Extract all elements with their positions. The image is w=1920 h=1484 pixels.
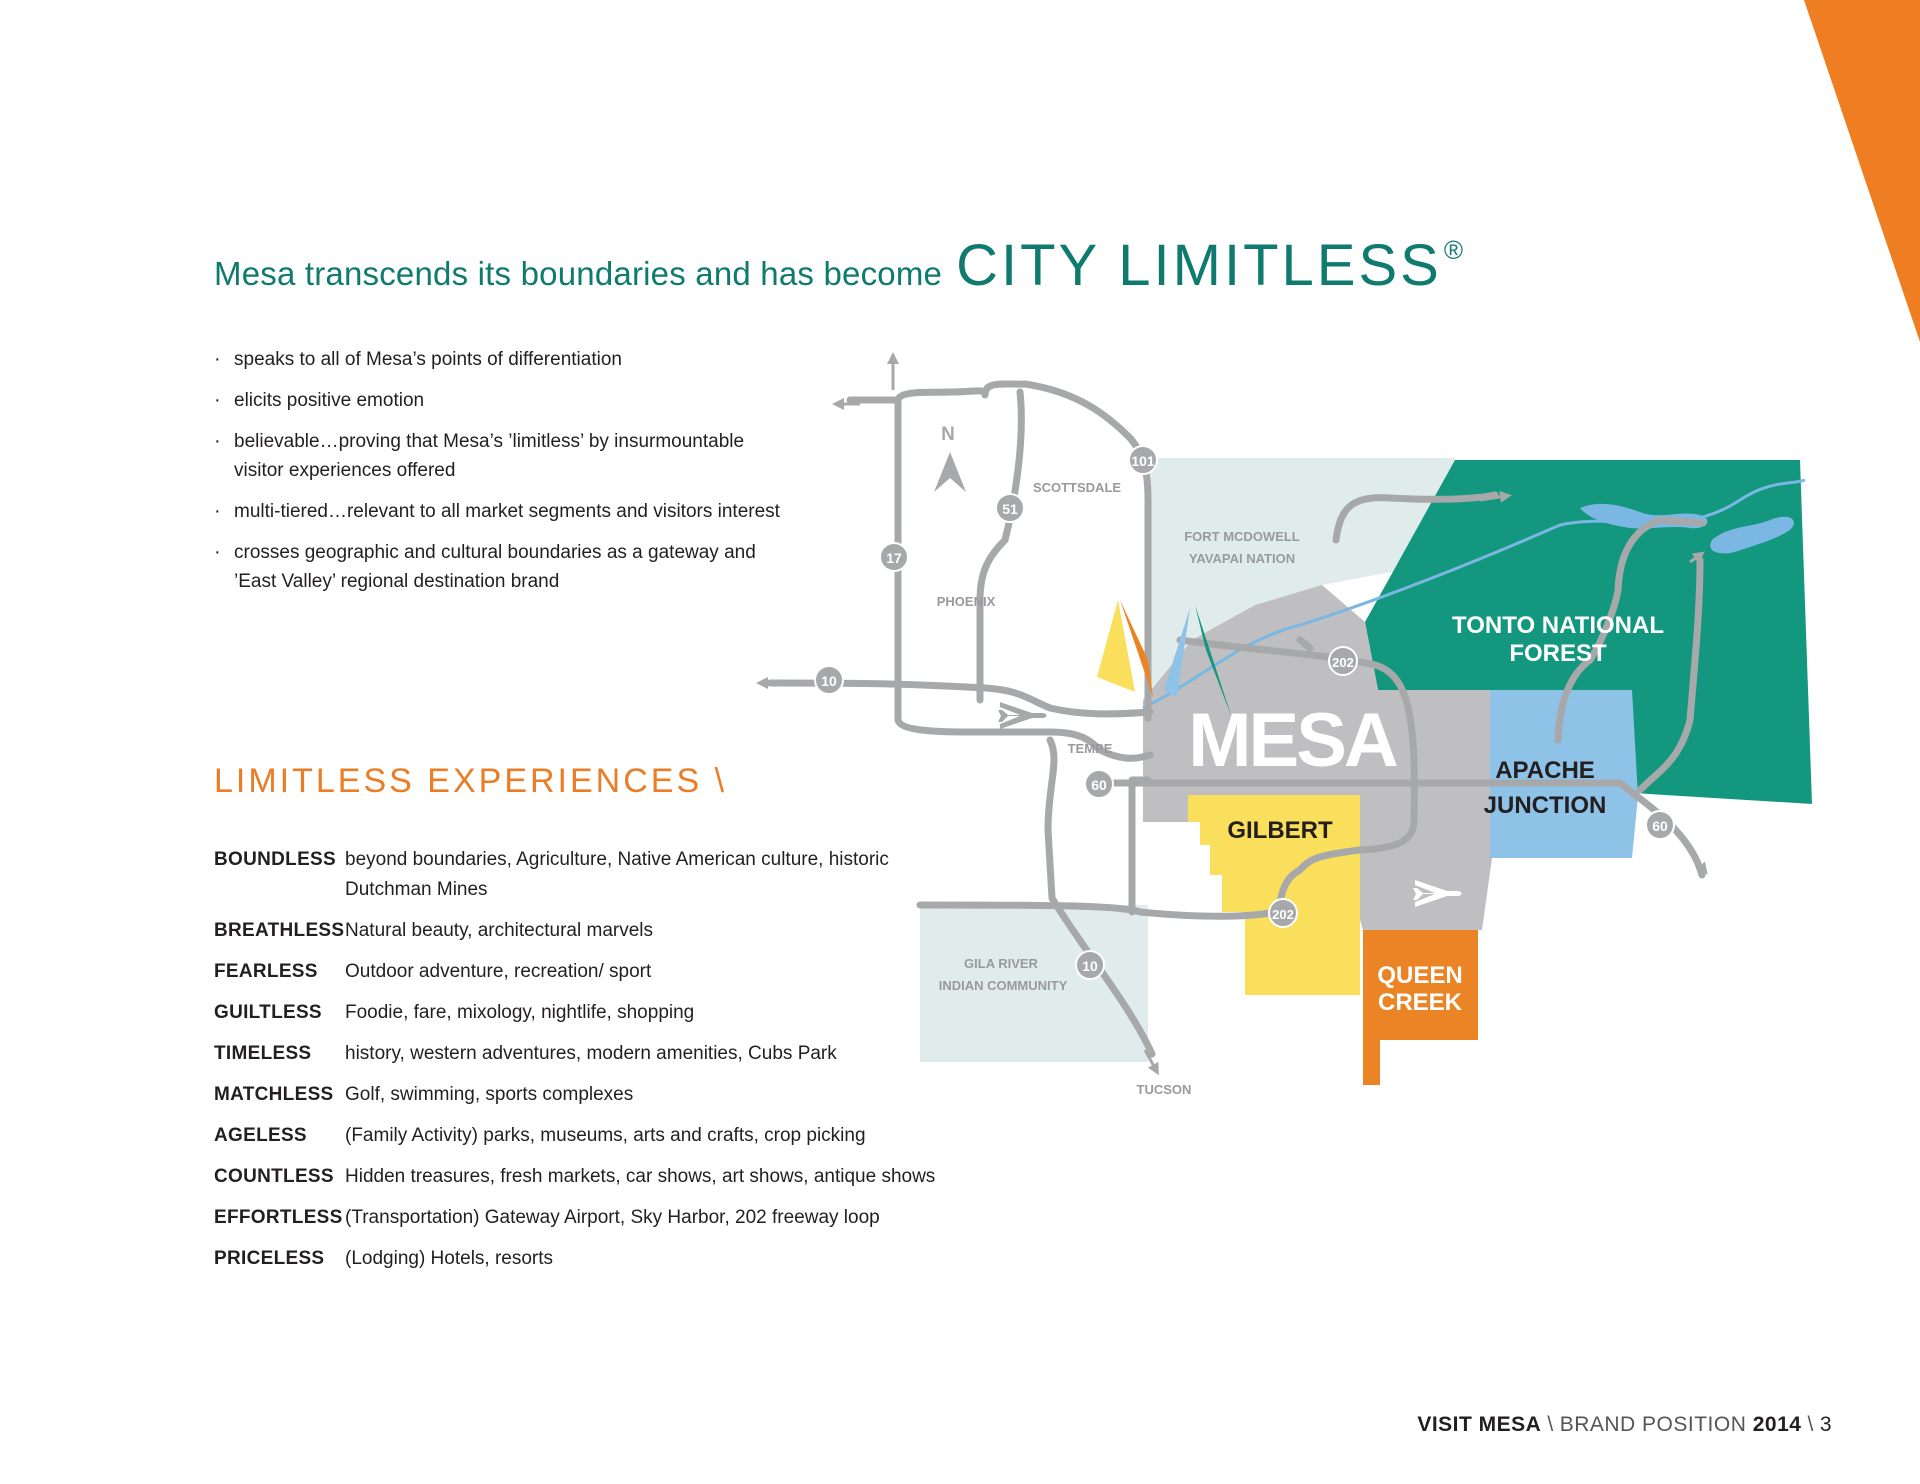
- label-gila-river: GILA RIVER: [964, 956, 1038, 971]
- highway-shield-60-west: [1085, 770, 1113, 798]
- label-tonto: TONTO NATIONAL: [1452, 612, 1664, 639]
- label-tonto: FOREST: [1509, 640, 1607, 667]
- experience-term: FEARLESS: [214, 961, 318, 982]
- experience-term: MATCHLESS: [214, 1084, 334, 1105]
- highway-shield-17: [880, 543, 908, 571]
- experience-desc: history, western adventures, modern amenities, Cubs Park: [345, 1043, 837, 1064]
- svg-text:60: 60: [1652, 818, 1668, 834]
- experience-term: TIMELESS: [214, 1043, 312, 1064]
- label-apache-junction: APACHE: [1495, 757, 1595, 784]
- experiences-title: LIMITLESS EXPERIENCES \: [214, 762, 728, 800]
- svg-text:202: 202: [1272, 907, 1294, 922]
- label-phoenix: PHOENIX: [936, 594, 996, 609]
- list-item: · crosses geographic and cultural boundaries as a gateway and ’East Valley’ regional destination brand: [214, 538, 784, 596]
- label-fort-mcdowell: FORT MCDOWELL: [1184, 529, 1300, 544]
- highway-shield-202-north: [1329, 647, 1357, 675]
- label-apache-junction: JUNCTION: [1483, 792, 1607, 819]
- label-tempe: TEMPE: [1067, 741, 1113, 756]
- label-scottsdale: SCOTTSDALE: [1032, 480, 1122, 495]
- experience-desc: Outdoor adventure, recreation/ sport: [345, 961, 652, 982]
- svg-text:10: 10: [1082, 958, 1098, 974]
- highway-shield-60-east: [1646, 811, 1674, 839]
- brand-name: CITY LIMITLESS: [956, 233, 1442, 298]
- svg-text:101: 101: [1131, 453, 1155, 469]
- label-queen-creek: CREEK: [1377, 989, 1463, 1016]
- label-gila-river: INDIAN COMMUNITY: [938, 978, 1068, 993]
- svg-text:10: 10: [821, 673, 837, 689]
- svg-text:202: 202: [1332, 655, 1354, 670]
- svg-text:60: 60: [1091, 777, 1107, 793]
- experience-term: PRICELESS: [214, 1248, 325, 1269]
- footer-org: VISIT MESA: [1417, 1413, 1542, 1436]
- highway-shield-10-west: [815, 666, 843, 694]
- experience-desc: (Family Activity) parks, museums, arts and crafts, crop picking: [345, 1125, 866, 1146]
- experience-term: BREATHLESS: [214, 920, 345, 941]
- highway-shield-51: [996, 494, 1024, 522]
- experience-desc: (Transportation) Gateway Airport, Sky Harbor, 202 freeway loop: [345, 1207, 880, 1228]
- label-mesa: MESA: [1188, 698, 1396, 783]
- list-item: · multi-tiered…relevant to all market segments and visitors interest: [214, 497, 784, 526]
- experience-desc: Natural beauty, architectural marvels: [345, 920, 653, 941]
- label-gilbert: GILBERT: [1227, 817, 1333, 844]
- experience-term: AGELESS: [214, 1125, 307, 1146]
- table-row: [214, 1121, 974, 1151]
- experience-desc: Golf, swimming, sports complexes: [345, 1084, 634, 1105]
- svg-text:17: 17: [886, 550, 902, 566]
- experience-term: EFFORTLESS: [214, 1207, 343, 1228]
- page-headline: [214, 232, 1463, 299]
- footer-separator: \: [1807, 1413, 1814, 1436]
- label-tucson: TUCSON: [1136, 1082, 1192, 1097]
- label-fort-mcdowell: YAVAPAI NATION: [1188, 551, 1296, 566]
- experience-desc: Foodie, fare, mixology, nightlife, shopping: [345, 1002, 695, 1023]
- label-queen-creek: QUEEN: [1377, 962, 1463, 989]
- table-row: [214, 1162, 974, 1192]
- footer-doc: BRAND POSITION: [1559, 1413, 1747, 1436]
- experience-desc: beyond boundaries, Agriculture, Native American culture, historic Dutchman Mines: [345, 849, 889, 900]
- footer-separator: \: [1547, 1413, 1554, 1436]
- north-label: N: [941, 424, 955, 445]
- headline-lead: Mesa transcends its boundaries and has become: [214, 255, 943, 292]
- highway-shield-101: [1129, 446, 1157, 474]
- footer-year: 2014: [1752, 1413, 1802, 1436]
- north-arrow-icon: [934, 452, 966, 492]
- experience-desc: Hidden treasures, fresh markets, car shows, art shows, antique shows: [345, 1166, 936, 1187]
- experience-desc: (Lodging) Hotels, resorts: [345, 1248, 554, 1269]
- experience-term: GUILTLESS: [214, 1002, 322, 1023]
- list-item: · elicits positive emotion: [214, 386, 784, 415]
- highway-shield-10-south: [1076, 951, 1104, 979]
- experience-term: COUNTLESS: [214, 1166, 334, 1187]
- road: [1048, 740, 1054, 898]
- page-footer: [1417, 1413, 1832, 1437]
- road: [980, 392, 1021, 700]
- registered-mark: ®: [1443, 235, 1463, 265]
- svg-text:51: 51: [1002, 501, 1018, 517]
- list-item: · speaks to all of Mesa’s points of differentiation: [214, 345, 784, 374]
- region-map: [740, 340, 1820, 1110]
- logo-shard-yellow: [1097, 600, 1135, 692]
- page-number: 3: [1819, 1413, 1832, 1436]
- table-row: [214, 1203, 974, 1233]
- list-item: · believable…proving that Mesa’s ’limitless’ by insurmountable visitor experiences offered: [214, 427, 784, 485]
- table-row: [214, 1244, 974, 1274]
- experience-term: BOUNDLESS: [214, 849, 336, 870]
- highway-shield-202-south: [1269, 899, 1297, 927]
- brand-attribute-list: [214, 345, 784, 608]
